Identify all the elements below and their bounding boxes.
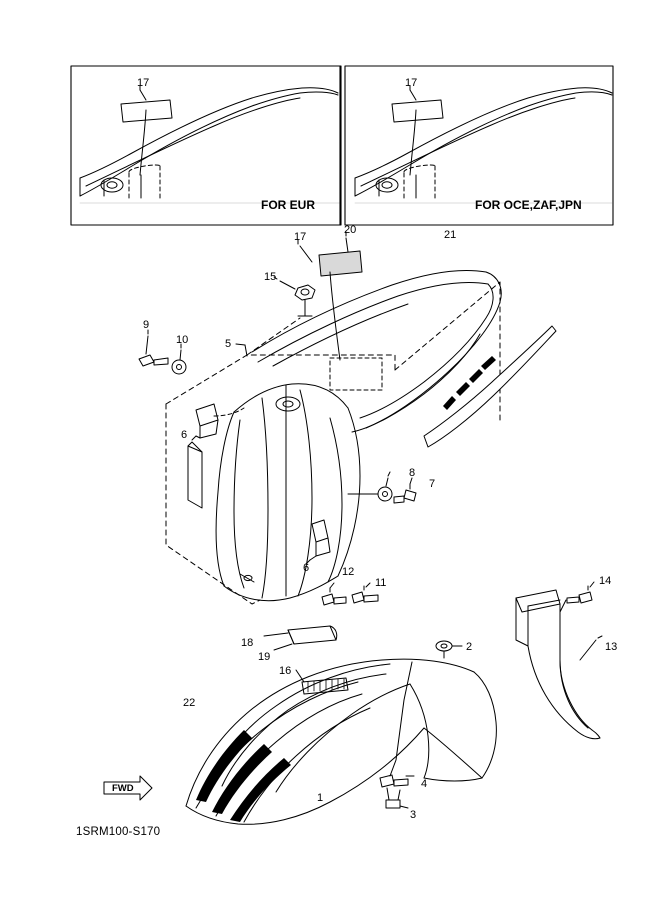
callout-19: 19 (258, 651, 271, 663)
callout-8: 8 (409, 467, 416, 479)
callout-17: 17 (294, 231, 307, 243)
callout-15: 15 (264, 271, 277, 283)
callout-11: 11 (375, 577, 387, 589)
callout-6-upper: 6 (181, 429, 188, 441)
callout-4: 4 (421, 778, 428, 790)
callout-10: 10 (176, 334, 189, 346)
callout-1: 1 (317, 792, 324, 804)
callout-17-eur: 17 (137, 77, 150, 89)
callout-2: 2 (466, 641, 473, 653)
callout-18: 18 (241, 637, 254, 649)
callout-17-oce: 17 (405, 77, 418, 89)
callout-16: 16 (279, 665, 292, 677)
callout-3: 3 (410, 809, 417, 821)
diagram-part-number: 1SRM100-S170 (76, 826, 161, 838)
callout-22: 22 (183, 697, 196, 709)
callout-9: 9 (143, 319, 150, 331)
callout-6-lower: 6 (303, 562, 310, 574)
fwd-direction-label: FWD (112, 783, 134, 794)
callout-20: 20 (344, 224, 357, 236)
callout-12: 12 (342, 566, 355, 578)
callout-21: 21 (444, 229, 457, 241)
callout-5: 5 (225, 338, 232, 350)
callout-13: 13 (605, 641, 618, 653)
inset-caption-oce: FOR OCE,ZAF,JPN (475, 198, 582, 212)
callout-14: 14 (599, 575, 612, 587)
inset-caption-eur: FOR EUR (261, 198, 315, 212)
callout-7: 7 (429, 478, 436, 490)
